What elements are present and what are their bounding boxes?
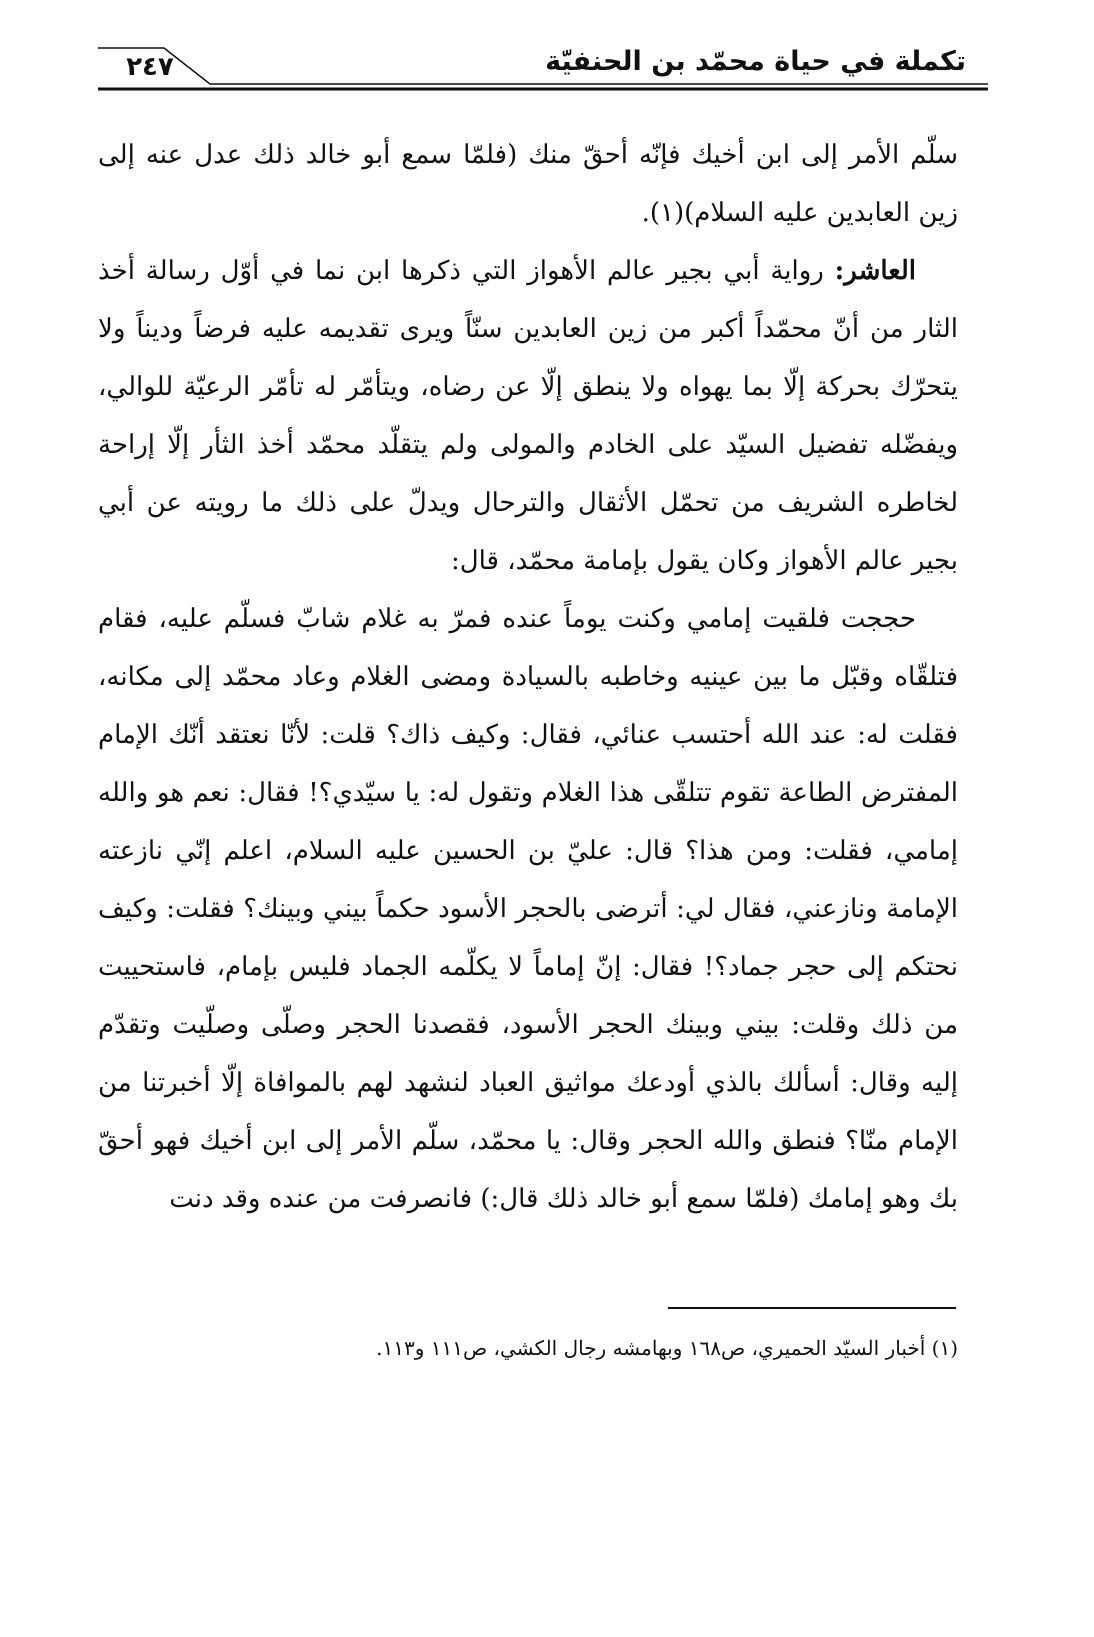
running-title: تكملة في حياة محمّد بن الحنفيّة xyxy=(545,46,966,77)
footnote-divider xyxy=(668,1307,956,1309)
main-text xyxy=(98,126,958,1228)
page-number: ٢٤٧ xyxy=(126,52,174,82)
paragraph-continuation: سلّم الأمر إلى ابن أخيك فإنّه أحقّ منك (فلمّا سمع أبو خالد ذلك عدل عنه إلى زين العابدين عليه السلام)(١). xyxy=(98,140,958,228)
page-header xyxy=(98,38,988,98)
paragraph-tenth xyxy=(98,242,958,590)
footnote: (١) أخبار السيّد الحميري، ص١٦٨ وبهامشه رجال الكشي، ص١١١ و١١٣. xyxy=(376,1336,958,1360)
paragraph-text: رواية أبي بجير عالم الأهواز التي ذكرها ابن نما في أوّل رسالة أخذ الثار من أنّ محمّداً أكبر من زين العابدين سنّاً ويرى تقديمه عليه فرضاً وديناً ولا يتحرّك بحركة إلّا بما يهواه ولا ينطق إلّا عن رضاه، ويتأمّر له تأمّر الرعيّة للوالي، ويفضّله تفضيل السيّد على الخادم والمولى ولم يتقلّد محمّد أخذ الثأر إلّا إراحة لخاطره الشريف من تحمّل الأثقال والترحال ويدلّ على ذلك ما رويته عن أبي بجير عالم الأهواز وكان يقول بإمامة محمّد، قال: xyxy=(98,256,958,576)
paragraph-narration: حججت فلقيت إمامي وكنت يوماً عنده فمرّ به غلام شابّ فسلّم عليه، فقام فتلقّاه وقبّل ما بين عينيه وخاطبه بالسيادة ومضى الغلام وعاد محمّد إلى مكانه، فقلت له: عند الله أحتسب عنائي، فقال: وكيف ذاك؟ قلت: لأنّا نعتقد أنّك الإمام المفترض الطاعة تقوم تتلقّى هذا الغلام وتقول له: يا سيّدي؟! فقال: نعم هو والله إمامي، فقلت: ومن هذا؟ قال: عليّ بن الحسين عليه السلام، اعلم إنّي نازعته الإمامة ونازعني، فقال لي: أترضى بالحجر الأسود حكماً بيني وبينك؟ فقلت: وكيف نحتكم إلى حجر جماد؟! فقال: إنّ إماماً لا يكلّمه الجماد فليس بإمام، فاستحييت من ذلك وقلت: بيني وبينك الحجر الأسود، فقصدنا الحجر وصلّى وصلّيت وتقدّم إليه وقال: أسألك بالذي أودعك مواثيق العباد لنشهد لهم بالموافاة إلّا أخبرتنا من الإمام منّا؟ فنطق والله الحجر وقال: يا محمّد، سلّم الأمر إلى ابن أخيك فهو أحقّ بك وهو إمامك (فلمّا سمع أبو خالد ذلك قال:) فانصرفت من عنده وقد دنت xyxy=(98,604,959,1214)
paragraph-lead: العاشر: xyxy=(834,256,916,286)
